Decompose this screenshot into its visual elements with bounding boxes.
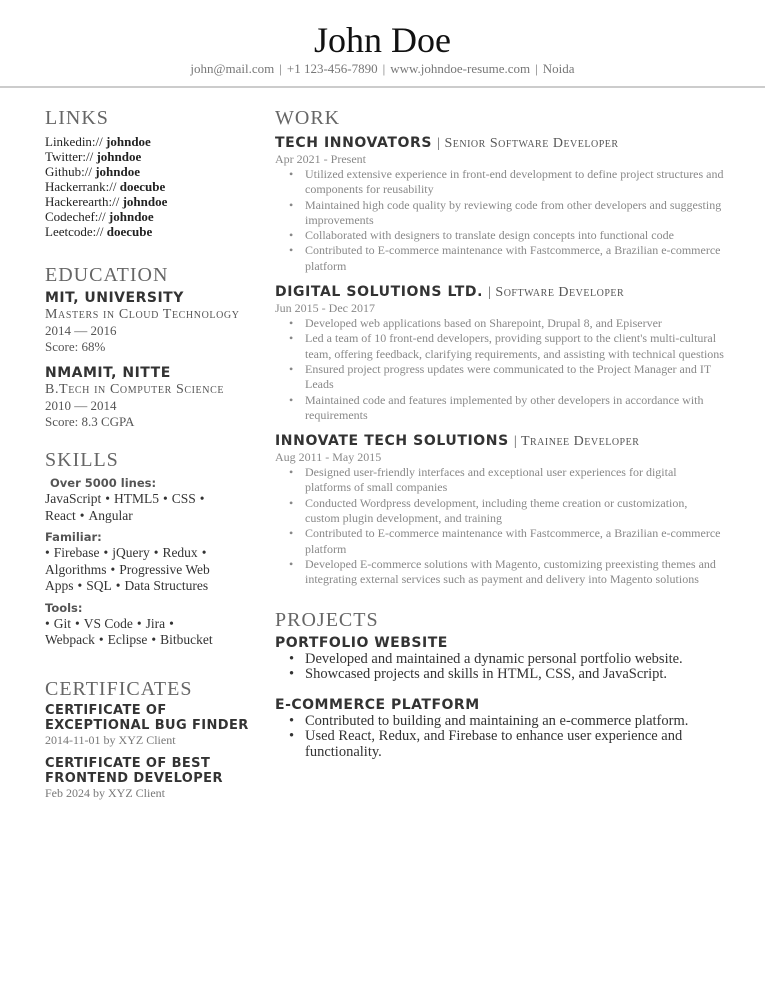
- job-bullet: • Collaborated with designers to translate design concepts into functional code: [305, 228, 725, 243]
- job-bullet: • Utilized extensive experience in front-end development to define project structures and components for reusability: [305, 167, 725, 198]
- project-entry: [275, 697, 725, 761]
- links-heading: LINKS: [45, 107, 109, 129]
- skill-group-heading: Over 5000 lines:: [50, 476, 157, 490]
- skill-item: Data Structures: [124, 578, 209, 593]
- bullet-icon: •: [199, 491, 205, 506]
- school-name: MIT, UNIVERSITY: [45, 290, 184, 306]
- link-item[interactable]: [45, 224, 250, 239]
- job-bullet: • Designed user-friendly interfaces and exceptional user experiences for digital platforms of small companies: [305, 465, 725, 496]
- link-label: Codechef://: [45, 209, 106, 224]
- job-bullet: • Developed E-commerce solutions with Magento, customizing preexisting themes and integrating external services such as payment and delivery into Magento solutions: [305, 557, 725, 588]
- link-value: johndoe: [95, 164, 140, 179]
- job-bullet: • Led a team of 10 front-end developers, providing support to the client's multi-cultural team, offering feedback, clarifying requirements, and assisting with technical questions: [305, 331, 725, 362]
- skill-item: Webpack: [45, 632, 95, 647]
- job-bullet: • Maintained code and features implemented by other developers in accordance with requirements: [305, 393, 725, 424]
- bullet-icon: •: [105, 491, 110, 506]
- contact-phone[interactable]: +1 123-456-7890: [286, 61, 378, 76]
- bullet-icon: •: [201, 545, 207, 560]
- skill-item: Firebase: [53, 545, 100, 560]
- education-entry: [45, 365, 250, 430]
- job-dates: Jun 2015 - Dec 2017: [275, 301, 375, 316]
- link-value: johndoe: [96, 149, 142, 164]
- bullet-icon: •: [169, 615, 174, 631]
- skill-item: Redux: [162, 545, 198, 560]
- skill-item: Algorithms: [45, 561, 107, 577]
- project-bullets: [275, 714, 725, 761]
- company-name: DIGITAL SOLUTIONS LTD.: [275, 284, 484, 301]
- bullet-icon: •: [153, 545, 159, 560]
- skill-item: Progressive Web Apps: [45, 561, 210, 593]
- link-item[interactable]: [45, 194, 250, 209]
- project-bullet: • Contributed to building and maintaining an e-commerce platform.: [305, 714, 725, 730]
- bullet-icon: •: [98, 632, 104, 647]
- education-score: Score: 8.3 CGPA: [45, 414, 135, 429]
- right-column: [275, 106, 725, 760]
- skill-item: Git: [53, 615, 71, 631]
- bullet-icon: •: [75, 615, 80, 631]
- job-role: | Trainee Developer: [513, 434, 640, 450]
- candidate-name: John Doe: [314, 20, 451, 60]
- skill-item: React: [45, 507, 76, 523]
- bullet-icon: •: [79, 507, 85, 523]
- certificate-meta: 2014-11-01 by XYZ Client: [45, 732, 176, 747]
- job-entry: [275, 133, 725, 274]
- projects-heading: PROJECTS: [275, 608, 379, 631]
- skill-item: Angular: [88, 507, 133, 523]
- bullet-icon: •: [162, 491, 168, 506]
- skill-group-heading: Familiar:: [45, 530, 102, 544]
- job-dates: Apr 2021 - Present: [275, 152, 366, 166]
- work-section: [275, 106, 725, 588]
- job-role: | Senior Software Developer: [437, 136, 619, 151]
- job-entry: [275, 282, 725, 423]
- project-name: PORTFOLIO WEBSITE: [275, 634, 448, 651]
- skill-item: VS Code: [83, 615, 133, 631]
- link-label: Linkedin://: [45, 134, 103, 149]
- link-item[interactable]: [45, 134, 250, 149]
- link-value: johndoe: [122, 194, 168, 209]
- skill-group-items: [45, 616, 250, 649]
- bullet-icon: •: [103, 545, 109, 560]
- header-divider: [0, 86, 765, 88]
- skill-item: JavaScript: [45, 491, 102, 506]
- link-label: Leetcode://: [45, 224, 104, 239]
- bullet-icon: •: [115, 578, 121, 593]
- job-bullet: • Ensured project progress updates were communicated to the Project Manager and IT Leads: [305, 362, 725, 393]
- link-value: johndoe: [106, 134, 151, 149]
- job-header: [275, 133, 725, 152]
- link-item[interactable]: [45, 209, 250, 224]
- certificates-section: [45, 677, 250, 801]
- link-label: Hackerearth://: [45, 194, 120, 209]
- project-bullet: • Used React, Redux, and Firebase to enhance user experience and functionality.: [305, 729, 725, 760]
- job-bullets: [275, 316, 725, 423]
- bullet-icon: •: [77, 578, 83, 593]
- contact-separator: |: [535, 61, 538, 76]
- job-bullets: [275, 167, 725, 274]
- education-years: 2014 — 2016: [45, 323, 117, 338]
- contact-separator: |: [382, 61, 386, 76]
- work-heading: WORK: [275, 107, 341, 129]
- skill-item: Jira: [145, 615, 166, 631]
- link-item[interactable]: [45, 179, 250, 194]
- certificate-meta: Feb 2024 by XYZ Client: [45, 785, 165, 800]
- projects-section: [275, 608, 725, 761]
- link-item[interactable]: [45, 149, 250, 164]
- job-bullet: • Developed web applications based on Sharepoint, Drupal 8, and Episerver: [305, 316, 725, 331]
- links-section: [45, 106, 250, 239]
- education-years: 2010 — 2014: [45, 398, 117, 413]
- job-header: [275, 431, 725, 450]
- link-item[interactable]: [45, 164, 250, 179]
- skill-group-items: [45, 545, 250, 595]
- certificate-name: CERTIFICATE OF BEST FRONTEND DEVELOPER: [45, 755, 223, 786]
- contact-website[interactable]: www.johndoe-resume.com: [390, 61, 531, 76]
- project-bullet: • Developed and maintained a dynamic personal portfolio website.: [305, 652, 725, 668]
- bullet-icon: •: [110, 561, 116, 577]
- certificate-entry: [45, 756, 250, 801]
- skill-item: jQuery: [112, 545, 150, 560]
- job-dates: Aug 2011 - May 2015: [275, 450, 382, 465]
- contact-separator: |: [279, 61, 282, 76]
- link-label: Github://: [45, 164, 92, 179]
- skill-item: CSS: [171, 491, 196, 506]
- job-role: | Software Developer: [488, 285, 625, 301]
- skill-item: Eclipse: [107, 632, 148, 647]
- project-entry: [275, 635, 725, 683]
- contact-email[interactable]: john@mail.com: [190, 61, 275, 76]
- link-label: Twitter://: [45, 149, 94, 164]
- contact-location: Noida: [542, 61, 575, 76]
- contact-line: [0, 61, 765, 77]
- education-entry: [45, 290, 250, 355]
- certificate-entry: [45, 703, 250, 748]
- skill-group-heading: Tools:: [45, 600, 83, 615]
- job-header: [275, 282, 725, 301]
- education-section: [45, 263, 250, 430]
- job-bullet: • Contributed to E-commerce maintenance with Fastcommerce, a Brazilian e-commerce platform: [305, 526, 725, 557]
- education-heading: EDUCATION: [45, 264, 169, 286]
- school-name: NMAMIT, NITTE: [45, 365, 171, 381]
- job-bullets: [275, 465, 725, 587]
- company-name: TECH INNOVATORS: [275, 135, 433, 151]
- job-bullet: • Contributed to E-commerce maintenance with Fastcommerce, a Brazilian e-commerce platform: [305, 243, 725, 274]
- bullet-icon: •: [45, 615, 50, 631]
- skills-section: [45, 448, 250, 649]
- company-name: INNOVATE TECH SOLUTIONS: [275, 433, 509, 450]
- project-bullet: • Showcased projects and skills in HTML, CSS, and JavaScript.: [305, 667, 725, 683]
- skill-group-items: [45, 491, 250, 524]
- project-bullets: [275, 652, 725, 683]
- links-list: [45, 134, 250, 239]
- link-value: johndoe: [108, 209, 154, 224]
- certificates-heading: CERTIFICATES: [45, 677, 193, 700]
- education-score: Score: 68%: [45, 339, 106, 354]
- degree-name: Masters in Cloud Technology: [45, 307, 240, 322]
- skill-item: HTML5: [113, 491, 159, 506]
- certificate-name: CERTIFICATE OF EXCEPTIONAL BUG FINDER: [45, 702, 249, 733]
- job-bullet: • Conducted Wordpress development, including theme creation or customization, custom plugin development, and training: [305, 496, 725, 527]
- link-value: doecube: [119, 179, 166, 194]
- skill-item: SQL: [86, 578, 112, 593]
- link-label: Hackerrank://: [45, 179, 117, 194]
- job-entry: [275, 431, 725, 587]
- link-value: doecube: [106, 224, 153, 239]
- project-name: E-COMMERCE PLATFORM: [275, 696, 480, 713]
- bullet-icon: •: [151, 632, 157, 647]
- bullet-icon: •: [136, 615, 142, 631]
- degree-name: B.Tech in Computer Science: [45, 382, 225, 397]
- skills-heading: SKILLS: [45, 449, 119, 471]
- skill-item: Bitbucket: [160, 632, 213, 647]
- left-column: [45, 106, 250, 801]
- job-bullet: • Maintained high code quality by reviewing code from other developers and suggesting improvements: [305, 198, 725, 229]
- bullet-icon: •: [45, 545, 50, 560]
